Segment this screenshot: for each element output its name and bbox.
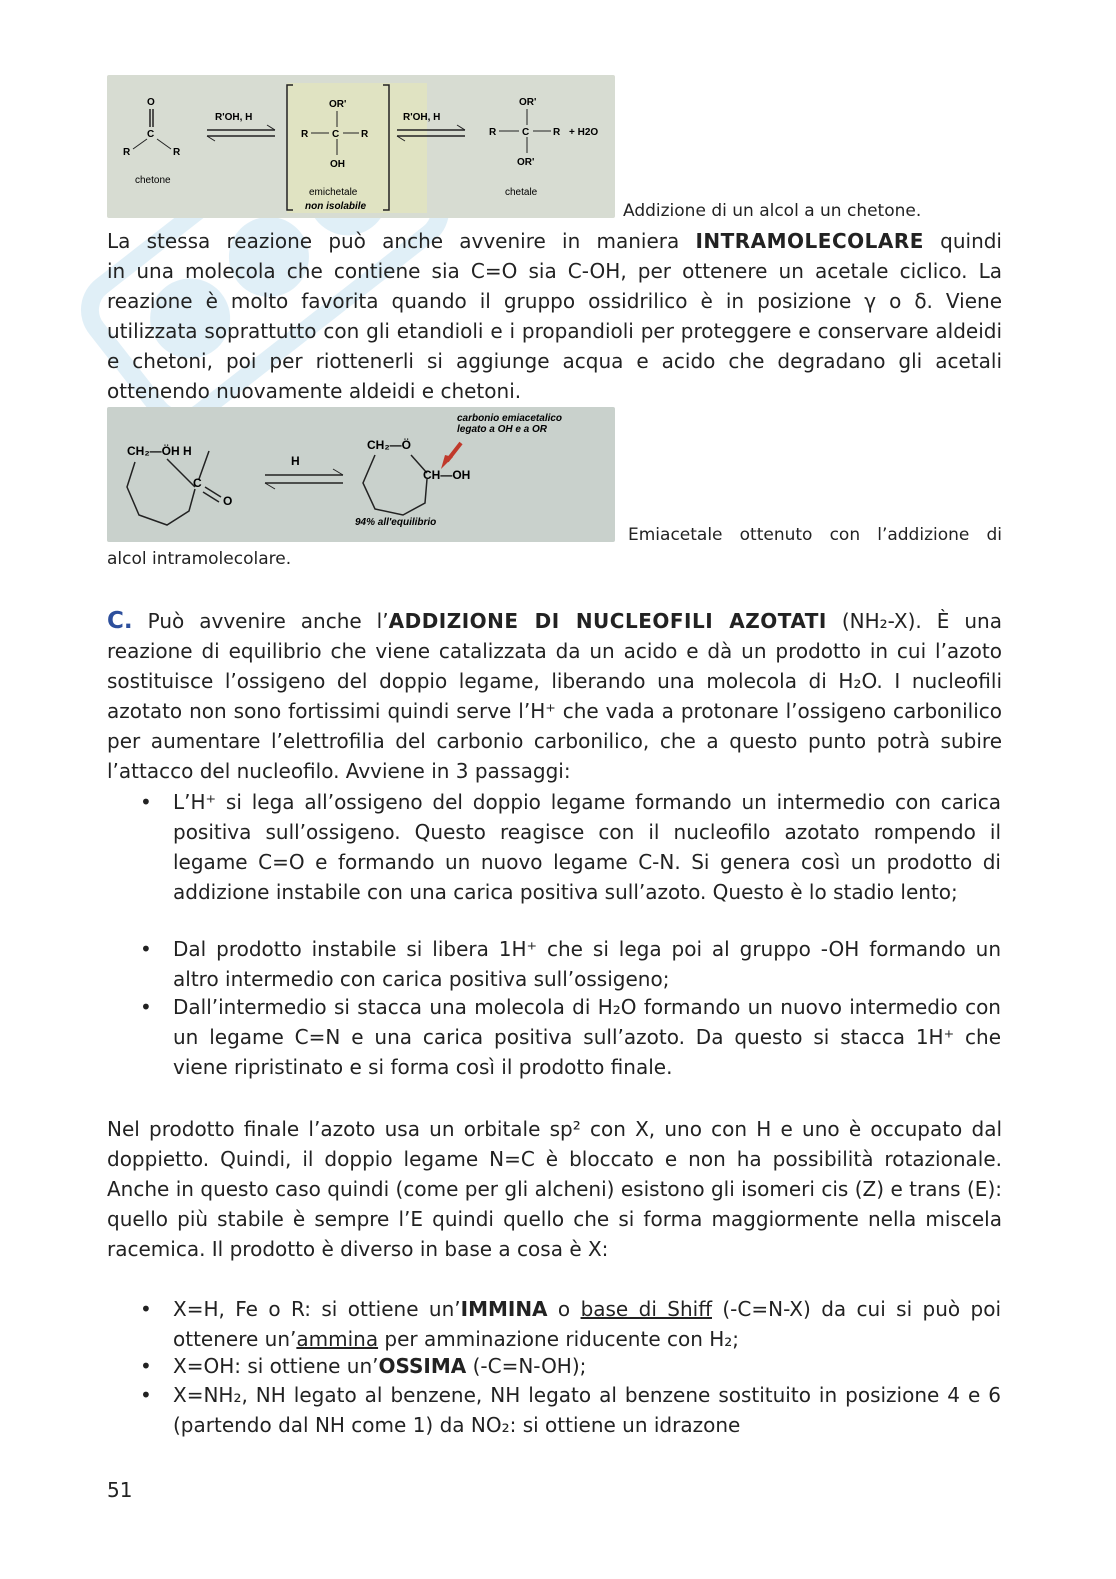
- svg-text:C: C: [332, 129, 340, 140]
- figure-ketone-alcohol-addition: [107, 75, 615, 218]
- svg-text:R: R: [123, 147, 131, 158]
- svg-text:R: R: [361, 129, 369, 140]
- figure1-caption: Addizione di un alcol a un chetone.: [623, 201, 922, 221]
- equilibrium-label: 94% all'equilibrio: [355, 517, 437, 528]
- figure2-caption-line2: alcol intramolecolare.: [107, 549, 292, 569]
- svg-text:R: R: [489, 127, 497, 138]
- svg-text:R: R: [301, 129, 309, 140]
- svg-text:C: C: [147, 129, 155, 140]
- svg-text:CH—OH: CH—OH: [423, 468, 471, 482]
- ketone-label: chetone: [135, 175, 171, 186]
- svg-text:R: R: [173, 147, 181, 158]
- svg-text:OH: OH: [330, 159, 345, 170]
- hemiketal-label: emichetale: [309, 187, 358, 198]
- hemiketal-note: non isolabile: [305, 201, 367, 212]
- page-number: 51: [107, 1478, 133, 1502]
- schiff-base-term: base di Shiff: [580, 1297, 712, 1321]
- oxime-term: OSSIMA: [378, 1354, 467, 1378]
- ketal-label: chetale: [505, 187, 538, 198]
- catalyst-label: H: [291, 454, 300, 468]
- section-letter: C.: [107, 608, 133, 634]
- svg-text:O: O: [147, 97, 155, 108]
- svg-text:C: C: [522, 127, 530, 138]
- water-label: + H2O: [569, 127, 599, 138]
- intramolecular-term: INTRAMOLECOLARE: [695, 229, 924, 253]
- figure2-caption-line1: Emiacetale ottenuto con l’addizione di: [628, 525, 1002, 545]
- nitrogen-nucleophile-term: ADDIZIONE DI NUCLEOFILI AZOTATI: [388, 609, 827, 633]
- imine-term: IMMINA: [460, 1297, 548, 1321]
- figure-hemiacetal-formation: [107, 407, 615, 542]
- svg-text:OR': OR': [517, 157, 535, 168]
- svg-text:C: C: [193, 476, 202, 490]
- svg-text:CH₂—ÖH H: CH₂—ÖH H: [127, 444, 192, 458]
- svg-text:OR': OR': [329, 99, 347, 110]
- reagent-label-2: R'OH, H: [403, 112, 441, 123]
- amine-term: ammina: [296, 1327, 379, 1351]
- svg-text:CH₂—Ö: CH₂—Ö: [367, 438, 411, 452]
- svg-text:OR': OR': [519, 97, 537, 108]
- section-c-intro: C. Può avvenire anche l’ADDIZIONE DI NUCLEOFILI AZOTATI (NH₂-X). È una reazione di equilibrio che viene catalizzata da un acido e dà un prodotto in cui l’azoto sostituisce l’ossigeno del doppio legame, liberando una molecola di H₂O. I nucleofili azotato non sono fortissimi quindi serve l’H⁺ che vada a protonare l’ossigeno carbonilico per aumentare l’elettrofilia del carbonio carbonilico, che a questo punto potrà subire l’attacco del nucleofilo. Avviene in 3 passaggi:: [107, 608, 1002, 783]
- reagent-label-1: R'OH, H: [215, 112, 253, 123]
- paragraph-intramolecular: La stessa reazione può anche avvenire in maniera INTRAMOLECOLARE quindi in una molecola che contiene sia C=O sia C-OH, per ottenere un acetale ciclico. La reazione è molto favorita quando il gruppo ossidrilico è in posizione γ o δ. Viene utilizzata soprattutto con gli etandioli e i propandioli per proteggere e conservare aldeidi e chetoni, poi per riottenerli si aggiunge acqua e acido che degradano gli acetali ottenendo nuovamente aldeidi e chetoni.: [107, 229, 1002, 403]
- svg-text:O: O: [223, 494, 233, 508]
- paragraph-final-product: Nel prodotto finale l’azoto usa un orbitale sp² con X, uno con H e uno è occupato dal doppietto. Quindi, il doppio legame N=C è bloccato e non ha possibilità rotazionale. Anche in questo caso quindi (come per gli alcheni) esistono gli isomeri cis (Z) e trans (E): quello più stabile è sempre l’E quindi quello che si forma maggiormente nella miscela racemica. Il prodotto è diverso in base a cosa è X:: [107, 1117, 1002, 1261]
- hemiacetal-annotation: carbonio emiacetalico legato a OH e a OR: [457, 413, 563, 435]
- svg-text:R: R: [553, 127, 561, 138]
